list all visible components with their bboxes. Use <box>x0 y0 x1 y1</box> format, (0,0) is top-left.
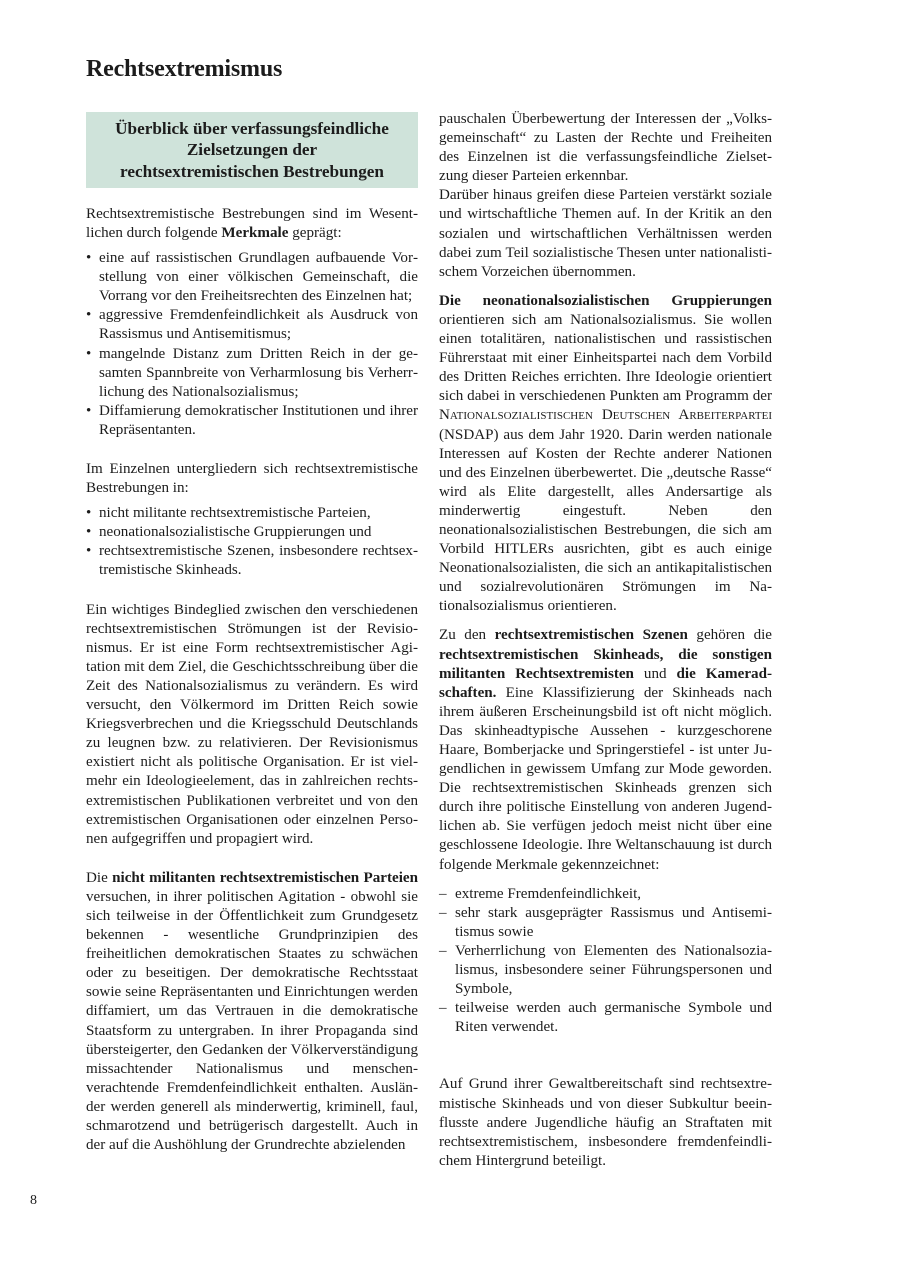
overview-box-line: rechtsextremistischen Bestrebungen <box>120 161 384 181</box>
untergliederung-paragraph: Im Einzelnen untergliedern sich rechtsextremistische Bestrebungen in: <box>86 461 418 497</box>
list-item: • rechtsextremistische Szenen, insbesondere rechtsextremistische Skinheads. <box>86 542 418 580</box>
neonazi-heading: Die neonationalsozialistischen Gruppierungen <box>439 292 772 309</box>
nsdap-name: Nationalsozialistischen Deutschen Arbeiterpartei <box>439 407 772 424</box>
themen-paragraph: Darüber hinaus greifen diese Parteien verstärkt soziale und wirtschaftliche Themen auf. In der Kritik an den sozialen und wirtschaftlichen Verhältnissen werden dabei zum Teil sozialistische Thesen unter nationalistischem Vorzeichen übernommen. <box>439 187 772 280</box>
kameradschaften-keyword: die Kameradschaften. <box>439 665 772 701</box>
neonazi-paragraph: Die neonationalsozialistischen Gruppierungen orientieren sich am Nationalsozialismus. Sie wollen einen totalitären, nationalistischen und rassistischen Führerstaat mit einer Einheitspartei nach dem Vorbild des Dritten Reiches errichten. Ihre Ideologie orientiert sich dabei in verschiedenen Punkten am Programm der Nationalsozialistischen Deutschen Arbeiterpartei (NSDAP) aus dem Jahr 1920. Darin werden nationale Interessen auf Kosten der Rechte anderer Nationen und des Einzelnen überbewertet. Die „deutsche Rasse“ wird als Elite dargestellt, alles Andersartige als minderwertig eingestuft. Neben den neonationalsozialistischen Bestrebungen, die sich am Vorbild HITLERs ausrichten, gibt es auch einige Neonationalsozialisten, die sich an antikapitalistischen und sozialrevolutionären Strömungen im Nationalsozialismus orientieren. <box>439 292 772 615</box>
parteien-heading: nicht militanten rechtsextremistischen Parteien <box>112 869 418 886</box>
parteien-paragraph: Die nicht militanten rechtsextremistischen Parteien versuchen, in ihrer politischen Agitation - obwohl sie sich teilweise in der Öffentlichkeit zum Grundgesetz bekennen - wesentliche Grundprinzipien des freiheitlichen demokratischen Staates zu schwächen oder zu beseitigen. Der demokratische Rechtsstaat sowie seine Repräsentanten und Einrichtungen werden diffamiert, um das Vertrauen in die demokratische Staatsform zu untergraben. In ihrer Propaganda sind übersteigerter, den Gedanken der Völkerverständigung missachtender Nationalismus und menschenverachtende Fremdenfeindlichkeit enthalten. Ausländer werden generell als minderwertig, kriminell, faul, schmarotzend und betrügerisch dargestellt. Auch in der auf die Aushöhlung der Grundrechte abzielenden <box>86 869 418 1154</box>
weltanschauung-list <box>439 885 772 1038</box>
parteien-continued-paragraph: pauschalen Überbewertung der Interessen der „Volksgemeinschaft“ zu Lasten der Rechte und Freiheiten des Einzelnen ist die verfassungsfeindliche Zielsetzung dieser Parteien erkennbar. <box>439 111 772 185</box>
revisionismus-paragraph: Ein wichtiges Bindeglied zwischen den verschiedenen rechtsextremistischen Strömungen ist der Revisionismus. Er ist eine Form rechtsextremistischer Agitation mit dem Ziel, die Geschichtsschreibung über die Zeit des Nationalsozialismus zu verändern. Es wird versucht, den Völkermord im Dritten Reich sowie Kriegsverbrechen und die Kriegsschuld Deutschlands zu leugnen bzw. zu relativieren. Der Revisionismus existiert nicht als politische Organisation. Er ist vielmehr ein Ideologieelement, das in zahlreichen rechtsextremistischen Publikationen verbreitet und von den extremistischen Organisationen oder einzelnen Personen aufgegriffen und propagiert wird. <box>86 601 418 847</box>
list-item: – Verherrlichung von Elementen des Nationalsozialismus, insbesondere seiner Führungspersonen und Symbole, <box>439 942 772 999</box>
list-item: • nicht militante rechtsextremistische Parteien, <box>86 504 418 523</box>
page-title: Rechtsextremismus <box>86 56 283 82</box>
list-item: – extreme Fremdenfeindlichkeit, <box>439 885 772 904</box>
list-item: – teilweise werden auch germanische Symbole und Riten verwendet. <box>439 999 772 1037</box>
overview-box-line: Zielsetzungen der <box>186 140 318 160</box>
list-item: • neonationalsozialistische Gruppierungen und <box>86 523 418 542</box>
list-item: – sehr stark ausgeprägter Rassismus und Antisemitismus sowie <box>439 904 772 942</box>
overview-box-line: Überblick über verfassungsfeindliche <box>115 119 389 138</box>
merkmale-keyword: Merkmale <box>221 224 289 241</box>
gruppen-list <box>86 504 418 580</box>
gewalt-paragraph: Auf Grund ihrer Gewaltbereitschaft sind rechtsextremistische Skinheads und von dieser Subkultur beeinflusste andere Jugendliche häufig an Straftaten mit rechtsextremistischem, insbesondere fremdenfeindlichem Hintergrund beteiligt. <box>439 1076 772 1169</box>
left-column <box>86 110 418 1155</box>
skinheads-keyword: rechtsextremistischen Skinheads, die sonstigen militanten Rechtsextremisten <box>439 646 772 682</box>
list-item: • mangelnde Distanz zum Dritten Reich in der gesamten Spannbreite von Verharmlosung bis Verherrlichung des Nationalsozialismus; <box>86 345 418 402</box>
szenen-paragraph: Zu den rechtsextremistischen Szenen gehören die rechtsextremistischen Skinheads, die sonstigen militanten Rechtsextremisten und die Kameradschaften. Eine Klassifizierung der Skinheads nach ihrem äußeren Erscheinungsbild ist oft nicht möglich. Das skinheadtypische Aussehen - kurzgeschorene Haare, Bomberjacke und Springerstiefel - ist unter Jugendlichen in gewissem Umfang zur Mode geworden. Die rechtsextremistischen Skinheads grenzen sich durch ihre politische Einstellung von anderen Jugendlichen ab. Sie verfügen jedoch meist nicht über eine geschlossene Ideologie. Ihre Weltanschauung ist durch folgende Merkmale gekennzeichnet: <box>439 627 773 873</box>
merkmale-list <box>86 249 418 440</box>
list-item: • aggressive Fremdenfeindlichkeit als Ausdruck von Rassismus und Antisemitismus; <box>86 306 418 344</box>
page-number: 8 <box>30 1193 37 1208</box>
list-item: • Diffamierung demokratischer Institutionen und ihrer Repräsentanten. <box>86 402 418 440</box>
szenen-keyword: rechtsextremistischen Szenen <box>494 627 688 644</box>
list-item: • eine auf rassistischen Grundlagen aufbauende Vorstellung von einer völkischen Gemeinschaft, die Vorrang vor den Freiheitsrechten des Einzelnen hat; <box>86 249 418 306</box>
overview-box <box>86 112 418 188</box>
right-column <box>439 110 772 1171</box>
merkmale-intro: Rechtsextremistische Bestrebungen sind im Wesentlichen durch folgende Merkmale geprägt: <box>86 205 418 241</box>
